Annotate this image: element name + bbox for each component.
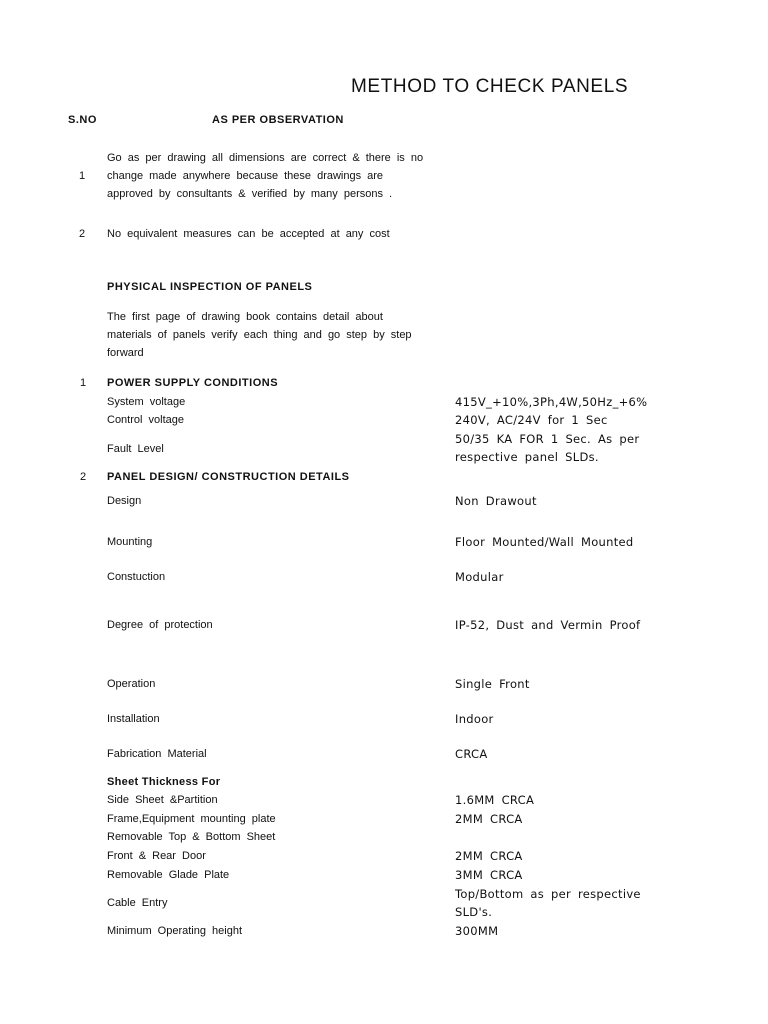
text-line: Go as per drawing all dimensions are correct & there is no	[107, 152, 424, 164]
row-label: Constuction	[107, 571, 166, 583]
sno-header: S.NO	[68, 114, 97, 126]
text-line: The first page of drawing book contains detail about	[107, 311, 383, 323]
section-heading: PHYSICAL INSPECTION OF PANELS	[107, 281, 313, 293]
observation-text	[107, 149, 423, 203]
row-label: Frame,Equipment mounting plate	[107, 813, 276, 825]
row-label: Installation	[107, 713, 160, 725]
section-number: 1	[80, 377, 87, 389]
row-value	[455, 885, 641, 921]
row-value: Indoor	[455, 712, 494, 726]
row-label: Cable Entry	[107, 897, 168, 909]
observation-header: AS PER OBSERVATION	[212, 114, 344, 126]
value-line: respective panel SLDs.	[455, 450, 599, 464]
row-value: 240V, AC/24V for 1 Sec	[455, 413, 608, 427]
row-label: Removable Glade Plate	[107, 869, 230, 881]
section-heading: POWER SUPPLY CONDITIONS	[107, 377, 279, 389]
page-title: METHOD TO CHECK PANELS	[351, 76, 629, 97]
row-value: CRCA	[455, 747, 488, 761]
row-label: Fault Level	[107, 443, 164, 455]
row-label: Mounting	[107, 536, 153, 548]
text-line: forward	[107, 347, 144, 359]
value-line: 50/35 KA FOR 1 Sec. As per	[455, 432, 640, 446]
observation-number: 1	[79, 170, 86, 182]
row-label: Control voltage	[107, 414, 184, 426]
value-line: Top/Bottom as per respective	[455, 887, 641, 901]
row-label: Fabrication Material	[107, 748, 207, 760]
row-value: Modular	[455, 570, 504, 584]
row-label: Minimum Operating height	[107, 925, 243, 937]
row-value: 3MM CRCA	[455, 868, 523, 882]
section-heading: PANEL DESIGN/ CONSTRUCTION DETAILS	[107, 471, 350, 483]
value-line: SLD's.	[455, 905, 493, 919]
row-value: Floor Mounted/Wall Mounted	[455, 535, 634, 549]
row-label: Degree of protection	[107, 619, 213, 631]
row-value: Single Front	[455, 677, 530, 691]
row-value: IP-52, Dust and Vermin Proof	[455, 618, 641, 632]
subsection-heading: Sheet Thickness For	[107, 776, 221, 788]
row-value: 1.6MM CRCA	[455, 793, 535, 807]
observation-number: 2	[79, 228, 86, 240]
row-value: 2MM CRCA	[455, 849, 523, 863]
row-value: Non Drawout	[455, 494, 537, 508]
row-label: Removable Top & Bottom Sheet	[107, 831, 276, 843]
text-line: approved by consultants & verified by many persons .	[107, 188, 393, 200]
row-label: System voltage	[107, 396, 186, 408]
row-value: 415V_+10%,3Ph,4W,50Hz_+6%	[455, 395, 648, 409]
text-line: change made anywhere because these drawings are	[107, 170, 384, 182]
row-value: 300MM	[455, 924, 499, 938]
row-value	[455, 430, 639, 466]
row-label: Design	[107, 495, 142, 507]
row-label: Front & Rear Door	[107, 850, 206, 862]
row-label: Side Sheet &Partition	[107, 794, 218, 806]
physical-text	[107, 308, 412, 362]
section-number: 2	[80, 471, 87, 483]
text-line: materials of panels verify each thing and go step by step	[107, 329, 412, 341]
row-value: 2MM CRCA	[455, 812, 523, 826]
row-label: Operation	[107, 678, 156, 690]
text-line: No equivalent measures can be accepted at any cost	[107, 228, 390, 240]
observation-text	[107, 225, 390, 243]
